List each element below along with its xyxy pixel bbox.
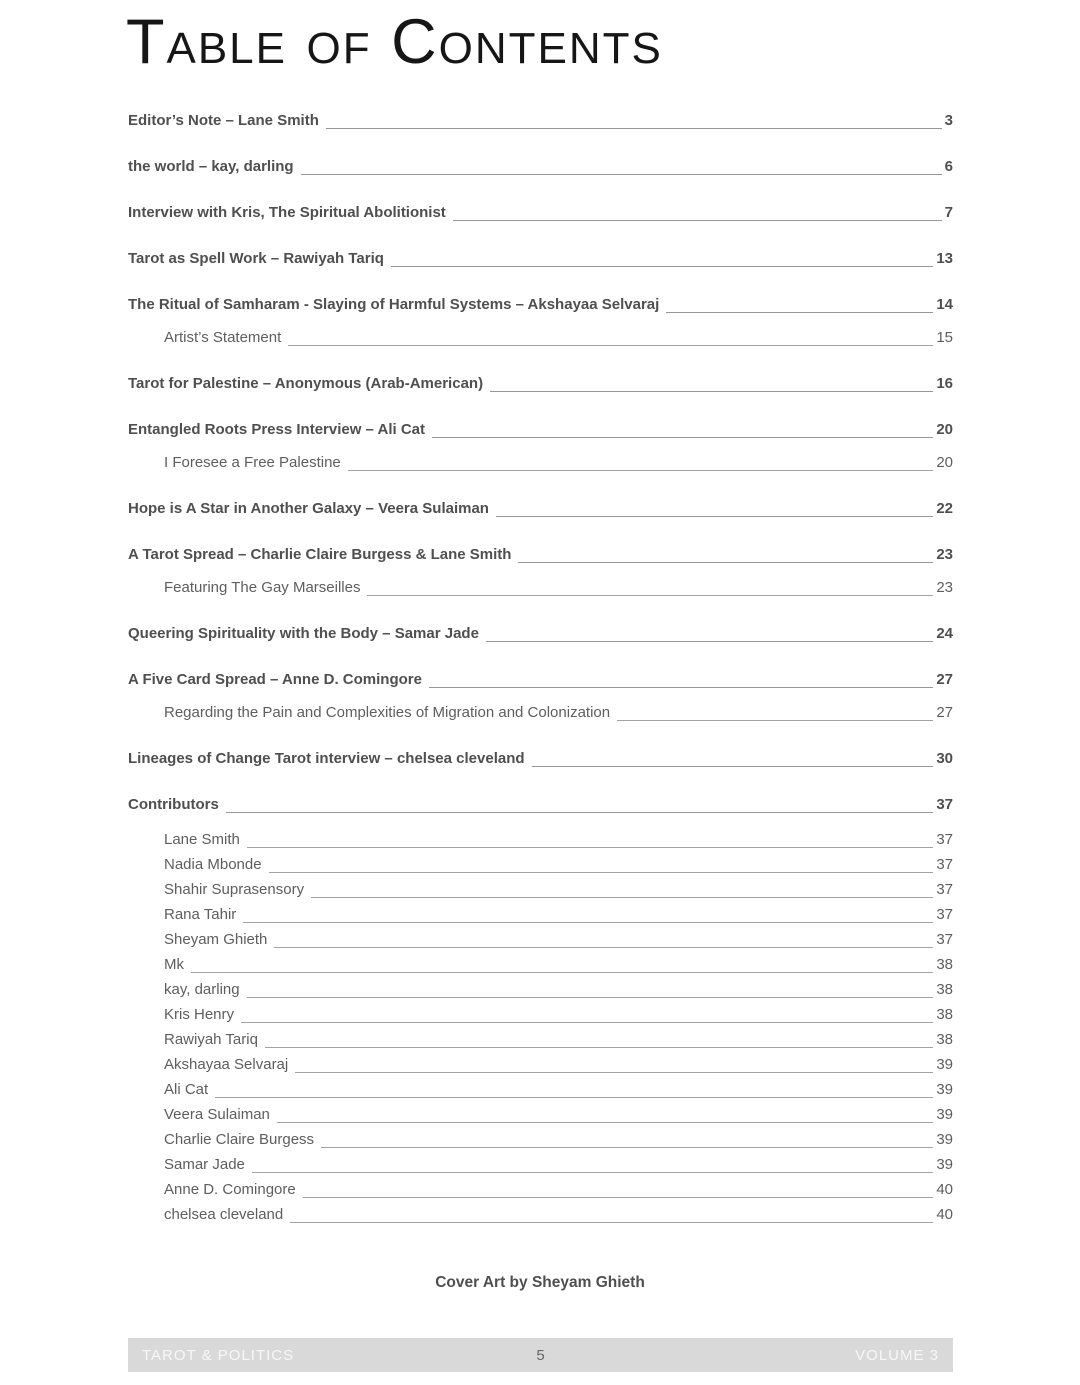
toc-entry-label: Rawiyah Tariq [164,1031,258,1048]
toc-entry-label: Lane Smith [164,831,240,848]
toc-entry-label: Kris Henry [164,1006,235,1023]
toc-leader-line [490,391,933,392]
toc-entry[interactable] [128,623,953,645]
toc-entry-label: Ali Cat [164,1081,209,1098]
toc-entry-label: Veera Sulaiman [164,1106,270,1123]
toc-entry[interactable] [128,248,953,270]
toc-entry-label: Akshayaa Selvaraj [164,1056,289,1073]
toc-entry-label: chelsea cleveland [164,1206,284,1223]
toc-contributor-entry[interactable] [128,979,953,1001]
toc-entry-label: A Five Card Spread – Anne D. Comingore [128,671,422,688]
toc-leader-line [326,128,942,129]
toc-contributor-entry[interactable] [128,929,953,951]
toc-entry[interactable] [128,419,953,441]
toc-entry-label: Editor’s Note – Lane Smith [128,112,319,129]
footer-volume-label: VOLUME 3 [855,1346,939,1364]
toc-leader-line [301,174,942,175]
toc-entry-page: 37 [936,831,953,848]
toc-leader-line [247,847,933,848]
toc-entry-page: 23 [936,546,953,563]
toc-entry-label: Contributors [128,796,219,813]
toc-contributor-entry[interactable] [128,1079,953,1101]
toc-leader-line [247,997,934,998]
toc-entry-label: I Foresee a Free Palestine [164,454,341,471]
toc-entry-label: Nadia Mbonde [164,856,262,873]
toc-contributor-entry[interactable] [128,904,953,926]
toc-entry-page: 37 [936,881,953,898]
footer-journal-title: TAROT & POLITICS [142,1346,295,1364]
toc-entry-page: 38 [936,1006,953,1023]
toc-entry-label: Queering Spirituality with the Body – Samar Jade [128,625,479,642]
toc-entry[interactable] [128,748,953,770]
toc-entry-label: Entangled Roots Press Interview – Ali Cat [128,421,426,438]
toc-contributor-entry[interactable] [128,1029,953,1051]
toc-leader-line [496,516,933,517]
toc-entry[interactable] [128,544,953,566]
toc-entry-page: 24 [936,625,953,642]
toc-entry-page: 15 [936,329,953,346]
toc-entry-label: Featuring The Gay Marseilles [164,579,361,596]
toc-leader-line [391,266,933,267]
toc-leader-line [226,812,933,813]
toc-leader-line [191,972,933,973]
toc-leader-line [311,897,933,898]
toc-entry-page: 39 [936,1056,953,1073]
toc-leader-line [295,1072,933,1073]
toc-leader-line [277,1122,933,1123]
toc-contributor-entry[interactable] [128,1004,953,1026]
toc-leader-line [321,1147,933,1148]
toc-entry-page: 39 [936,1156,953,1173]
toc-entry-page: 39 [936,1131,953,1148]
toc-entry-page: 38 [936,981,953,998]
toc-leader-line [290,1222,933,1223]
cover-art-credit: Cover Art by Sheyam Ghieth [435,1274,645,1291]
toc-entry-page: 20 [936,421,953,438]
toc-leader-line [252,1172,933,1173]
toc-contributor-entry[interactable] [128,1204,953,1226]
toc-entry[interactable] [128,794,953,816]
toc-entry-page: 39 [936,1106,953,1123]
toc-entry-page: 40 [936,1206,953,1223]
toc-entry-page: 14 [936,296,953,313]
toc-entry[interactable] [128,294,953,316]
toc-entry-label: Anne D. Comingore [164,1181,296,1198]
toc-entry[interactable] [128,156,953,178]
toc-leader-line [367,595,933,596]
toc-leader-line [269,872,934,873]
toc-entry-label: A Tarot Spread – Charlie Claire Burgess & Lane Smith [128,546,512,563]
toc-leader-line [518,562,933,563]
toc-subentry[interactable] [128,577,953,599]
toc-entry-page: 30 [936,750,953,767]
toc-entry-label: Charlie Claire Burgess [164,1131,315,1148]
toc-entry-label: The Ritual of Samharam - Slaying of Harmful Systems – Akshayaa Selvaraj [128,296,660,313]
toc-leader-line [666,312,933,313]
toc-entry-page: 38 [936,956,953,973]
toc-contributor-entry[interactable] [128,1179,953,1201]
page-title: Table of Contents [126,7,663,77]
toc-entry-label: Tarot as Spell Work – Rawiyah Tariq [128,250,384,267]
toc-entry-page: 37 [936,906,953,923]
toc-leader-line [486,641,933,642]
toc-contributor-entry[interactable] [128,954,953,976]
toc-entry-page: 13 [936,250,953,267]
toc-entry-label: Mk [164,956,184,973]
toc-entry-page: 23 [936,579,953,596]
toc-entry-page: 20 [936,454,953,471]
toc-entry[interactable] [128,669,953,691]
toc-entry-label: Artist’s Statement [164,329,282,346]
toc-leader-line [265,1047,933,1048]
toc-entry-page: 37 [936,796,953,813]
toc-leader-line [429,687,933,688]
footer-page-number: 5 [536,1346,545,1364]
toc-entry-page: 39 [936,1081,953,1098]
toc-entry-page: 27 [936,704,953,721]
toc-entry-page: 38 [936,1031,953,1048]
toc-entry-label: Interview with Kris, The Spiritual Abolitionist [128,204,446,221]
toc-subentry[interactable] [128,452,953,474]
toc-entry-label: Sheyam Ghieth [164,931,268,948]
toc-leader-line [617,720,933,721]
toc-entry-page: 16 [936,375,953,392]
toc-entry-label: Lineages of Change Tarot interview – chelsea cleveland [128,750,525,767]
toc-entry-page: 37 [936,856,953,873]
toc-entry-label: Rana Tahir [164,906,237,923]
toc-leader-line [243,922,933,923]
toc-contributor-entry[interactable] [128,854,953,876]
toc-entry-label: Hope is A Star in Another Galaxy – Veera Sulaiman [128,500,489,517]
table-of-contents [128,110,953,1226]
toc-leader-line [241,1022,933,1023]
toc-leader-line [303,1197,934,1198]
toc-leader-line [348,470,934,471]
toc-entry[interactable] [128,498,953,520]
toc-entry-page: 3 [944,112,953,129]
toc-entry[interactable] [128,110,953,132]
toc-leader-line [432,437,933,438]
toc-entry-page: 27 [936,671,953,688]
toc-entry[interactable] [128,202,953,224]
toc-entry-page: 7 [944,204,953,221]
toc-entry[interactable] [128,373,953,395]
toc-leader-line [453,220,942,221]
toc-entry-label: Samar Jade [164,1156,245,1173]
toc-entry-page: 22 [936,500,953,517]
footer-bar [128,1338,953,1372]
toc-entry-page: 37 [936,931,953,948]
toc-contributor-entry[interactable] [128,1104,953,1126]
toc-entry-page: 6 [944,158,953,175]
toc-leader-line [532,766,934,767]
toc-leader-line [288,345,933,346]
toc-contributor-entry[interactable] [128,1154,953,1176]
toc-leader-line [274,947,933,948]
toc-contributor-entry[interactable] [128,1054,953,1076]
toc-entry-label: Regarding the Pain and Complexities of Migration and Colonization [164,704,611,721]
toc-contributor-entry[interactable] [128,829,953,851]
toc-entry-label: Tarot for Palestine – Anonymous (Arab-American) [128,375,484,392]
toc-entry-page: 40 [936,1181,953,1198]
toc-contributor-entry[interactable] [128,879,953,901]
toc-entry-label: kay, darling [164,981,240,998]
toc-subentry[interactable] [128,702,953,724]
toc-leader-line [215,1097,933,1098]
toc-entry-label: Shahir Suprasensory [164,881,305,898]
toc-contributor-entry[interactable] [128,1129,953,1151]
toc-entry-label: the world – kay, darling [128,158,294,175]
toc-subentry[interactable] [128,327,953,349]
